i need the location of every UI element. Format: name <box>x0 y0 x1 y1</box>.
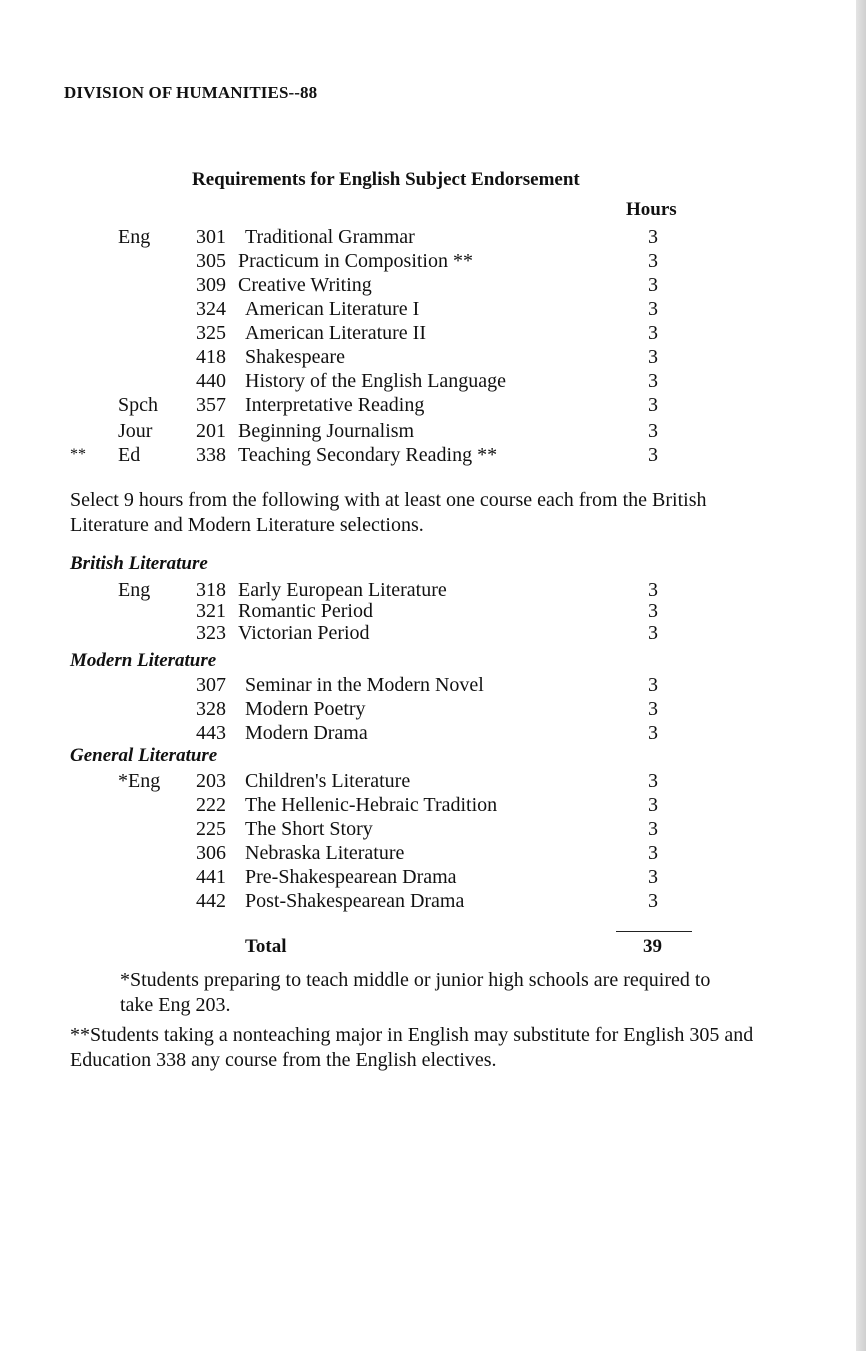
row-course-number: 301 <box>196 226 226 248</box>
row-course-name: Creative Writing <box>238 274 372 296</box>
row-course-name: Post-Shakespearean Drama <box>245 890 465 912</box>
row-course-number: 441 <box>196 866 226 888</box>
row-course-number: 442 <box>196 890 226 912</box>
row-course-number: 324 <box>196 298 226 320</box>
row-hours: 3 <box>648 274 658 296</box>
row-course-number: 318 <box>196 579 226 601</box>
select-instructions: Select 9 hours from the following with at least one course each from the British Literature and Modern Literature selections. <box>70 489 707 536</box>
row-course-number: 357 <box>196 394 226 416</box>
row-dept: Eng <box>118 226 151 248</box>
row-course-name: Beginning Journalism <box>238 420 415 442</box>
row-course-name: The Short Story <box>245 818 373 840</box>
row-hours: 3 <box>648 298 658 320</box>
row-hours: 3 <box>648 722 658 744</box>
row-course-name: Early European Literature <box>238 579 447 601</box>
hours-column-header: Hours <box>626 199 677 220</box>
row-course-name: Nebraska Literature <box>245 842 405 864</box>
row-hours: 3 <box>648 394 658 416</box>
row-course-number: 443 <box>196 722 226 744</box>
row-mark: ** <box>70 446 86 463</box>
section-heading-general: General Literature <box>70 745 218 766</box>
row-hours: 3 <box>648 444 658 466</box>
section-heading-british: British Literature <box>70 553 208 574</box>
row-hours: 3 <box>648 674 658 696</box>
row-hours: 3 <box>648 818 658 840</box>
row-course-number: 201 <box>196 420 226 442</box>
row-course-name: Seminar in the Modern Novel <box>245 674 484 696</box>
footnote-single-star: *Students preparing to teach middle or junior high schools are required to take Eng 203. <box>120 969 711 1016</box>
row-course-number: 418 <box>196 346 226 368</box>
row-course-number: 325 <box>196 322 226 344</box>
total-rule <box>616 931 692 932</box>
page-edge-shadow <box>856 0 866 1351</box>
row-course-number: 321 <box>196 600 226 622</box>
section-heading-modern: Modern Literature <box>70 650 217 671</box>
row-course-name: Practicum in Composition ** <box>238 250 473 272</box>
row-dept: *Eng <box>118 770 161 792</box>
row-hours: 3 <box>648 579 658 601</box>
row-course-name: American Literature I <box>245 298 420 320</box>
row-course-name: American Literature II <box>245 322 427 344</box>
row-course-number: 309 <box>196 274 226 296</box>
row-course-name: Interpretative Reading <box>245 394 425 416</box>
page-header: DIVISION OF HUMANITIES--88 <box>64 83 318 102</box>
row-course-name: Romantic Period <box>238 600 373 622</box>
page-title: Requirements for English Subject Endorsement <box>192 169 580 190</box>
row-course-number: 440 <box>196 370 226 392</box>
row-course-number: 203 <box>196 770 226 792</box>
row-course-number: 307 <box>196 674 226 696</box>
row-course-number: 328 <box>196 698 226 720</box>
row-course-name: Shakespeare <box>245 346 345 368</box>
row-course-name: Teaching Secondary Reading ** <box>238 444 498 466</box>
row-dept: Jour <box>118 420 153 442</box>
row-course-name: Modern Poetry <box>245 698 366 720</box>
row-dept: Eng <box>118 579 151 601</box>
total-label: Total <box>245 936 287 957</box>
row-hours: 3 <box>648 622 658 644</box>
row-course-name: History of the English Language <box>245 370 507 392</box>
footnote-double-star: **Students taking a nonteaching major in English may substitute for English 305 and Education 338 any course from the English electives. <box>70 1024 754 1071</box>
row-course-number: 338 <box>196 444 226 466</box>
row-hours: 3 <box>648 346 658 368</box>
row-course-number: 323 <box>196 622 226 644</box>
row-course-name: Victorian Period <box>238 622 370 644</box>
row-hours: 3 <box>648 226 658 248</box>
row-hours: 3 <box>648 890 658 912</box>
row-hours: 3 <box>648 770 658 792</box>
row-hours: 3 <box>648 322 658 344</box>
row-dept: Ed <box>118 444 141 466</box>
row-course-name: Modern Drama <box>245 722 368 744</box>
row-course-name: Traditional Grammar <box>245 226 415 248</box>
row-course-name: Children's Literature <box>245 770 411 792</box>
row-course-number: 222 <box>196 794 226 816</box>
row-hours: 3 <box>648 600 658 622</box>
row-hours: 3 <box>648 794 658 816</box>
row-course-number: 225 <box>196 818 226 840</box>
row-dept: Spch <box>118 394 158 416</box>
row-hours: 3 <box>648 866 658 888</box>
row-course-number: 305 <box>196 250 226 272</box>
total-value: 39 <box>643 936 662 957</box>
row-hours: 3 <box>648 420 658 442</box>
row-hours: 3 <box>648 250 658 272</box>
row-hours: 3 <box>648 842 658 864</box>
row-hours: 3 <box>648 698 658 720</box>
row-hours: 3 <box>648 370 658 392</box>
row-course-number: 306 <box>196 842 226 864</box>
row-course-name: Pre-Shakespearean Drama <box>245 866 457 888</box>
row-course-name: The Hellenic-Hebraic Tradition <box>245 794 498 816</box>
